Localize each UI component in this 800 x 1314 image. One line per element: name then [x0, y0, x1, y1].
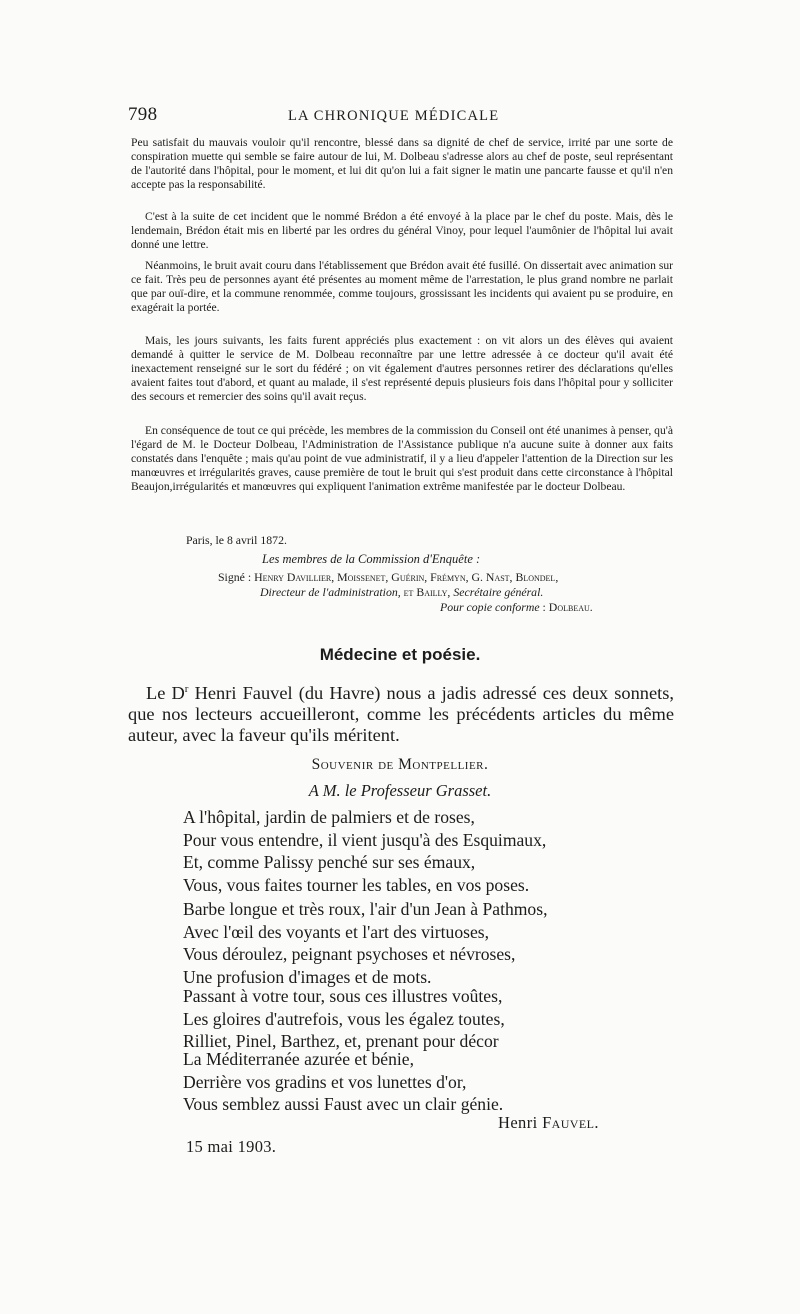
signatories-line-1 [218, 570, 678, 585]
poem-verse: Pour vous entendre, il vient jusqu'à des Esquimaux, [183, 829, 547, 850]
poem-stanza-4 [183, 1048, 503, 1116]
poem-verse: A l'hôpital, jardin de palmiers et de roses, [183, 807, 475, 827]
poem-verse: Vous, vous faites tourner les tables, en vos poses. [183, 874, 530, 895]
poem-verse: Avec l'œil des voyants et l'art des virtuoses, [183, 921, 490, 942]
et-conjunction: et [400, 585, 417, 599]
poem-verse: Rilliet, Pinel, Barthez, et, prenant pour décor [183, 1031, 499, 1051]
report-paragraph [131, 334, 673, 404]
signed-label: Signé : [218, 570, 255, 584]
poem-verse: Passant à votre tour, sous ces illustres voûtes, [183, 986, 503, 1006]
copy-separator: : [539, 600, 549, 614]
copy-conforme-line [440, 600, 593, 615]
report-paragraph-1: Peu satisfait du mauvais vouloir qu'il rencontre, blessé dans sa dignité de chef de service, irrité par une sorte de conspiration muette qui semble se faire autour de lui, M. Dolbeau s'adresse alors au chef de poste, seul représentant de l'autorité dans l'hôpital, pour le moment, et lui dit qu'on lui a fait signer le matin une pancarte fausse et qu'il n'en accepte pas la responsabilité. [131, 136, 673, 192]
poem-verse: Et, comme Palissy penché sur ses émaux, [183, 852, 476, 872]
intro-superscript: r [184, 683, 189, 695]
poem-verse: Barbe longue et très roux, l'air d'un Jean à Pathmos, [183, 899, 548, 919]
report-paragraph-5: En conséquence de tout ce qui précède, les membres de la commission du Conseil ont été unanimes à penser, qu'à l'égard de M. le Docteur Dolbeau, l'Administration de l'Assistance publique n'a aucune suite à donner aux faits constatés dans l'enquête ; mais qu'au point de vue administratif, il y a lieu d'appeler l'attention de la Direction sur les manœuvres et irrégularités graves, cause première de tout le bruit qui s'est produit dans cette circonstance à l'hôpital Beaujon,irrégularités et manœuvres qui expliquent l'animation extrême manifestée par le docteur Dolbeau. [131, 424, 673, 494]
signatories-line-2 [218, 585, 678, 600]
poem-date: 15 mai 1903. [186, 1137, 277, 1156]
copy-label: Pour copie conforme [440, 600, 540, 614]
report-paragraph-4: Mais, les jours suivants, les faits furent appréciés plus exactement : on vit alors un des élèves qui avaient demandé à quitter le service de M. Dolbeau reconnaître par une lettre adressée à ce docteur qu'il avait été inexactement renseigné sur le sort du fédéré ; on vit également d'autres personnes retirer des déclarations qu'elles avaient faites tout d'abord, et quant au malade, il s'est représenté depuis plusieurs fois dans l'hôpital pour y solliciter des secours et remercier des soins qu'il avait reçus. [131, 334, 673, 404]
signer-names: Henry Davillier, Moissenet, Guérin, Frémyn, G. Nast, Blondel, [254, 570, 559, 584]
poem-verse: Vous semblez aussi Faust avec un clair génie. [183, 1094, 504, 1114]
poem-verse: Une profusion d'images et de mots. [183, 966, 432, 987]
copy-signer: Dolbeau. [548, 600, 593, 614]
intro-text: Henri Fauvel (du Havre) nous a jadis adressé ces deux sonnets, que nos lecteurs accueilleront, comme les précédents articles du même auteur, avec la faveur qu'ils méritent. [128, 683, 674, 746]
secretary-name: Bailly, [416, 585, 451, 599]
commission-members-label: Les membres de la Commission d'Enquête : [262, 552, 481, 566]
running-head: LA CHRONIQUE MÉDICALE [288, 108, 500, 124]
report-paragraph-3: Néanmoins, le bruit avait couru dans l'établissement que Brédon avait été fusillé. On dissertait avec animation sur ce fait. Très peu de personnes ayant été présentes au moment même de l'arrestation, le plus grand nombre ne parlait que par ouï-dire, et la commune renommée, comme toujours, grossissant les incidents qui avaient pu se produire, en exagérait la portée. [131, 259, 673, 315]
poem-stanza-2 [183, 898, 547, 988]
section-title: Médecine et poésie. [319, 645, 481, 664]
poem-verse: La Méditerranée azurée et bénie, [183, 1049, 415, 1069]
poem-author [498, 1113, 599, 1133]
report-paragraph [131, 424, 673, 494]
section-intro [128, 679, 674, 746]
report-paragraph-2: C'est à la suite de cet incident que le nommé Brédon a été envoyé à la place par le chef du poste. Mais, dès le lendemain, Brédon était mis en liberté par les ordres du général Vinoy, pour lequel l'aumônier de l'hôpital lui avait donné une lettre. [131, 210, 673, 252]
poem-dedication: A M. le Professeur Grasset. [308, 781, 492, 800]
page-header [128, 104, 673, 128]
poem-stanza-1 [183, 806, 546, 896]
report-paragraph [131, 259, 673, 315]
poem-verse: Vous déroulez, peignant psychoses et névroses, [183, 944, 516, 964]
poem-verse: Les gloires d'autrefois, vous les égalez toutes, [183, 1008, 505, 1029]
poem-stanza-3 [183, 985, 505, 1053]
poem-heading: Souvenir de Montpellier. [311, 756, 489, 773]
poem-author-first: Henri [498, 1113, 543, 1132]
director-title: Directeur de l'administration, [260, 585, 401, 599]
report-dateline: Paris, le 8 avril 1872. [186, 533, 287, 547]
secretary-title: Secrétaire général. [450, 585, 544, 599]
report-paragraph [131, 210, 673, 252]
poem-author-last: Fauvel. [542, 1113, 599, 1132]
page-number: 798 [128, 104, 158, 125]
poem-verse: Derrière vos gradins et vos lunettes d'or, [183, 1071, 467, 1092]
signatories [218, 570, 678, 600]
report-paragraph [131, 136, 673, 192]
intro-prefix: Le D [146, 683, 185, 704]
